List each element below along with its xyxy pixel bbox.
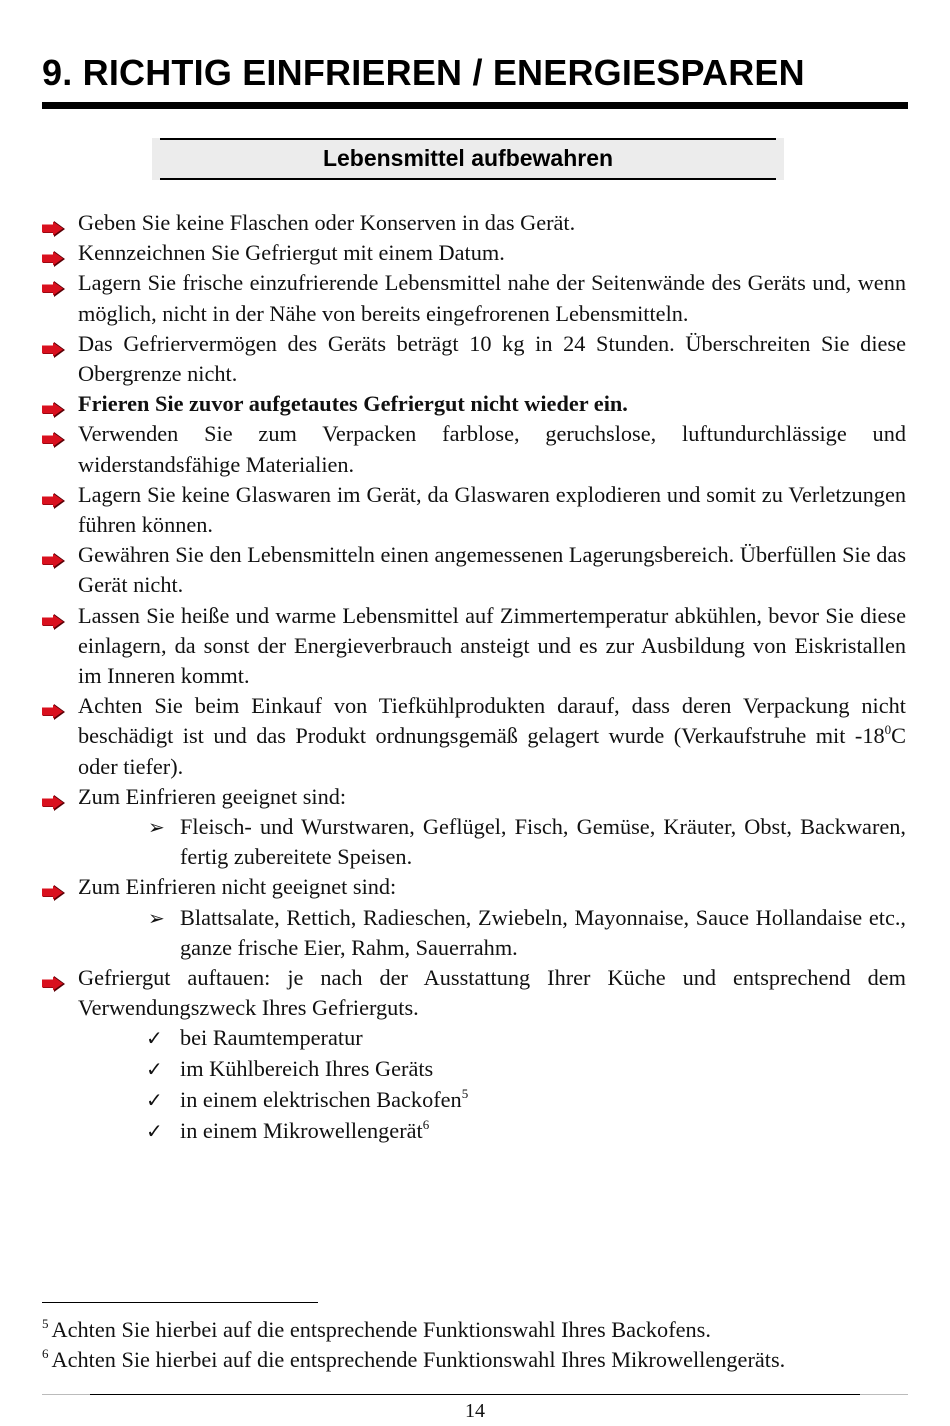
- section-heading-box: [152, 138, 784, 180]
- page-title: 9. RICHTIG EINFRIEREN / ENERGIESPAREN: [42, 52, 805, 93]
- list-item: [42, 268, 906, 328]
- unsuitable-foods-item: [42, 903, 906, 963]
- thaw-option: [42, 1085, 906, 1116]
- checkmark-icon: ✓: [146, 1119, 163, 1144]
- list-item-text: Frieren Sie zuvor aufgetautes Gefriergut nicht wieder ein.: [78, 391, 628, 417]
- red-arrow-icon: [42, 275, 66, 291]
- red-arrow-icon: [42, 608, 66, 624]
- list-item-text: Zum Einfrieren nicht geeignet sind:: [78, 874, 397, 900]
- checkmark-icon: ✓: [146, 1057, 163, 1082]
- list-item: [42, 480, 906, 540]
- thaw-option: [42, 1116, 906, 1147]
- title-rule: [42, 102, 908, 109]
- list-item-text: Lagern Sie frische einzufrierende Lebensmittel nahe der Seitenwände des Geräts und, wenn möglich, nicht in der Nähe von bereits eingefrorenen Lebensmitteln.: [78, 270, 906, 326]
- list-item-text: Geben Sie keine Flaschen oder Konserven in das Gerät.: [78, 210, 576, 235]
- footnote: [42, 1346, 785, 1374]
- arrow-head-icon: ➢: [148, 905, 165, 930]
- red-arrow-icon: [42, 879, 66, 895]
- footnote-text: Achten Sie hierbei auf die entsprechende Funktionswahl Ihres Backofens.: [51, 1317, 711, 1342]
- list-item-text: Lagern Sie keine Glaswaren im Gerät, da Glaswaren explodieren und somit zu Verletzungen führen können.: [78, 481, 906, 538]
- red-arrow-icon: [42, 426, 66, 442]
- red-arrow-icon: [42, 396, 66, 412]
- red-arrow-icon: [42, 789, 66, 805]
- thaw-option-text: in einem elektrischen Backofen: [180, 1087, 462, 1113]
- red-arrow-icon: [42, 245, 66, 261]
- section-rule-top: [160, 138, 776, 140]
- list-item: [42, 872, 906, 902]
- list-item-text: Verwenden Sie zum Verpacken farblose, geruchslose, luftundurchlässige und widerstandsfähige Materialien.: [78, 421, 906, 477]
- thaw-option: [42, 1023, 906, 1054]
- section-heading: Lebensmittel aufbewahren: [322, 145, 614, 171]
- list-item: [42, 329, 906, 389]
- footnote-number: 6: [42, 1346, 49, 1361]
- red-arrow-icon: [42, 215, 66, 231]
- footnote-rule: [42, 1302, 318, 1303]
- checkmark-icon: ✓: [146, 1088, 163, 1113]
- suitable-foods-text: Fleisch- und Wurstwaren, Geflügel, Fisch, Gemüse, Kräuter, Obst, Backwaren, fertig zubereitete Speisen.: [180, 814, 906, 870]
- list-item: [42, 238, 906, 268]
- list-item: [42, 963, 906, 1023]
- footnote-text: Achten Sie hierbei auf die entsprechende Funktionswahl Ihres Mikrowellengeräts.: [51, 1347, 786, 1372]
- thaw-option-text: im Kühlbereich Ihres Geräts: [180, 1056, 434, 1082]
- footnote-ref[interactable]: 6: [422, 1117, 430, 1133]
- list-item: [42, 691, 906, 782]
- list-item: [42, 782, 906, 812]
- red-arrow-icon: [42, 970, 66, 986]
- thaw-option: [42, 1054, 906, 1085]
- list-item-text: Gefriergut auftauen: je nach der Ausstattung Ihrer Küche und entsprechend dem Verwendungszweck Ihres Gefrierguts.: [78, 965, 906, 1021]
- list-item: [42, 208, 906, 238]
- list-item: [42, 601, 906, 692]
- list-item-text: Das Gefriervermögen des Geräts beträgt 10 kg in 24 Stunden. Überschreiten Sie diese Obergrenze nicht.: [78, 330, 906, 387]
- red-arrow-icon: [42, 487, 66, 503]
- thaw-option-text: bei Raumtemperatur: [180, 1025, 363, 1051]
- instruction-list: [42, 208, 906, 1147]
- arrow-head-icon: ➢: [148, 815, 165, 840]
- list-item-text: Gewähren Sie den Lebensmitteln einen angemessenen Lagerungsbereich. Überfüllen Sie das Gerät nicht.: [78, 542, 906, 598]
- list-item-emphasis: [42, 389, 906, 419]
- footer-rule-inner: [90, 1394, 860, 1395]
- purchase-text-end: C oder tiefer).: [78, 723, 906, 779]
- list-item-text: Kennzeichnen Sie Gefriergut mit einem Datum.: [78, 240, 505, 266]
- checkmark-icon: ✓: [146, 1026, 163, 1051]
- footnote-ref[interactable]: 5: [461, 1086, 469, 1102]
- page-number: 14: [465, 1400, 485, 1422]
- list-item: [42, 419, 906, 479]
- unsuitable-foods-text: Blattsalate, Rettich, Radieschen, Zwiebeln, Mayonnaise, Sauce Hollandaise etc., ganze frische Eier, Rahm, Sauerrahm.: [180, 904, 906, 960]
- section-rule-bottom: [160, 178, 776, 180]
- list-item: [42, 540, 906, 600]
- suitable-foods-item: [42, 812, 906, 872]
- degree-superscript: 0: [884, 722, 892, 738]
- footnote: [42, 1316, 711, 1344]
- list-item-text: Lassen Sie heiße und warme Lebensmittel auf Zimmertemperatur abkühlen, bevor Sie diese einlagern, da sonst der Energieverbrauch ansteigt und es zur Ausbildung von Eiskristallen im Inneren kommt.: [78, 602, 906, 689]
- purchase-text: Achten Sie beim Einkauf von Tiefkühlprodukten darauf, dass deren Verpackung nicht beschädigt ist und das Produkt ordnungsgemäß gelagert wurde (Verkaufstruhe mit -18: [78, 693, 906, 749]
- footnote-number: 5: [42, 1316, 49, 1331]
- list-item-text: [78, 693, 906, 778]
- red-arrow-icon: [42, 547, 66, 563]
- footer-rule: [42, 1394, 908, 1395]
- thaw-option-text: in einem Mikrowellengerät: [180, 1118, 423, 1144]
- red-arrow-icon: [42, 698, 66, 714]
- list-item-text: Zum Einfrieren geeignet sind:: [78, 783, 347, 809]
- red-arrow-icon: [42, 336, 66, 352]
